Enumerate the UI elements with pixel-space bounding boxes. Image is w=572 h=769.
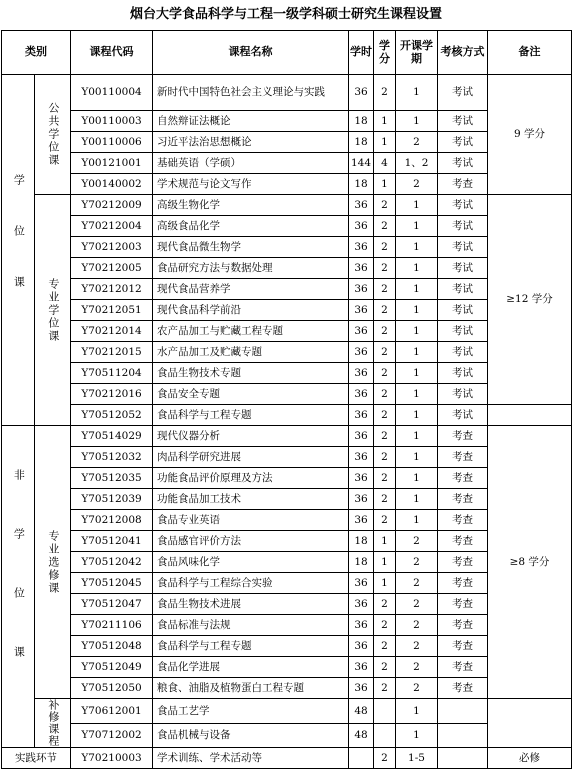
course-code: Y70210003 <box>71 748 153 769</box>
course-credits: 1 <box>374 573 396 594</box>
category-degree-text: 学位课 <box>12 173 26 327</box>
course-name: 食品科学与工程专题 <box>153 636 349 657</box>
course-name: 食品专业英语 <box>153 510 349 531</box>
subcategory-major-elective-text: 专业选修课 <box>46 529 60 595</box>
course-code: Y70512047 <box>71 594 153 615</box>
course-assessment: 考查 <box>438 489 488 510</box>
course-credits: 2 <box>374 300 396 321</box>
course-assessment: 考查 <box>438 510 488 531</box>
course-name: 食品科学与工程综合实验 <box>153 573 349 594</box>
header-row <box>2 31 572 75</box>
course-assessment <box>438 699 488 724</box>
course-credits: 2 <box>374 405 396 426</box>
course-semester: 2 <box>396 594 438 615</box>
course-hours: 36 <box>349 573 374 594</box>
subcategory-major-degree <box>35 195 71 426</box>
course-assessment: 考查 <box>438 447 488 468</box>
course-name: 功能食品评价原理及方法 <box>153 468 349 489</box>
course-semester: 2 <box>396 636 438 657</box>
course-semester: 1 <box>396 237 438 258</box>
course-assessment: 考试 <box>438 153 488 174</box>
course-hours: 18 <box>349 531 374 552</box>
note-practice: 必修 <box>488 748 572 769</box>
note-empty <box>488 405 572 426</box>
course-credits: 2 <box>374 615 396 636</box>
course-name: 食品生物技术专题 <box>153 363 349 384</box>
course-code: Y70712002 <box>71 723 153 748</box>
course-name: 食品机械与设备 <box>153 723 349 748</box>
course-semester: 1、2 <box>396 153 438 174</box>
course-credits: 1 <box>374 174 396 195</box>
course-code: Y70512039 <box>71 489 153 510</box>
course-semester: 1 <box>396 279 438 300</box>
course-semester: 1 <box>396 258 438 279</box>
course-code: Y00121001 <box>71 153 153 174</box>
table-row <box>2 573 572 594</box>
course-semester: 2 <box>396 615 438 636</box>
course-code: Y00140002 <box>71 174 153 195</box>
table-row <box>2 258 572 279</box>
course-hours: 36 <box>349 405 374 426</box>
course-credits: 2 <box>374 748 396 769</box>
course-assessment: 考查 <box>438 468 488 489</box>
table-row <box>2 552 572 573</box>
course-hours <box>349 748 374 769</box>
course-assessment: 考试 <box>438 405 488 426</box>
course-credits: 2 <box>374 489 396 510</box>
course-assessment: 考查 <box>438 174 488 195</box>
course-semester: 1 <box>396 300 438 321</box>
course-assessment: 考试 <box>438 237 488 258</box>
course-assessment: 考试 <box>438 216 488 237</box>
course-code: Y70212008 <box>71 510 153 531</box>
course-code: Y70212004 <box>71 216 153 237</box>
note-major-degree: ≥12 学分 <box>488 195 572 405</box>
course-hours: 36 <box>349 678 374 699</box>
category-degree <box>2 75 35 426</box>
course-code: Y70512041 <box>71 531 153 552</box>
course-semester: 2 <box>396 174 438 195</box>
course-code: Y70212012 <box>71 279 153 300</box>
course-assessment: 考试 <box>438 279 488 300</box>
course-credits: 2 <box>374 510 396 531</box>
course-credits: 2 <box>374 636 396 657</box>
course-name: 学术规范与论文写作 <box>153 174 349 195</box>
course-code: Y70212003 <box>71 237 153 258</box>
course-hours: 48 <box>349 699 374 724</box>
course-credits: 2 <box>374 594 396 615</box>
course-table <box>1 30 572 769</box>
course-credits <box>374 723 396 748</box>
course-assessment: 考查 <box>438 594 488 615</box>
course-semester: 1-5 <box>396 748 438 769</box>
course-semester: 2 <box>396 552 438 573</box>
course-name: 食品生物技术进展 <box>153 594 349 615</box>
table-row <box>2 531 572 552</box>
course-name: 学术训练、学术活动等 <box>153 748 349 769</box>
course-credits: 2 <box>374 216 396 237</box>
table-row <box>2 447 572 468</box>
category-practice: 实践环节 <box>2 748 71 769</box>
course-credits: 1 <box>374 531 396 552</box>
course-assessment: 考试 <box>438 132 488 153</box>
course-assessment: 考试 <box>438 258 488 279</box>
course-semester: 2 <box>396 657 438 678</box>
course-code: Y00110006 <box>71 132 153 153</box>
course-credits: 4 <box>374 153 396 174</box>
note-makeup-empty <box>488 699 572 748</box>
course-hours: 36 <box>349 300 374 321</box>
course-assessment: 考试 <box>438 300 488 321</box>
course-hours: 36 <box>349 363 374 384</box>
category-nondegree <box>2 426 35 748</box>
course-code: Y70211106 <box>71 615 153 636</box>
subcategory-makeup-text: 补修课程 <box>46 699 60 747</box>
course-semester: 2 <box>396 132 438 153</box>
table-row <box>2 111 572 132</box>
course-hours: 36 <box>349 384 374 405</box>
course-assessment: 考查 <box>438 531 488 552</box>
course-semester: 2 <box>396 531 438 552</box>
course-code: Y70212016 <box>71 384 153 405</box>
subcategory-public-degree <box>35 75 71 195</box>
table-row <box>2 153 572 174</box>
course-semester: 1 <box>396 468 438 489</box>
course-assessment: 考试 <box>438 342 488 363</box>
table-row <box>2 342 572 363</box>
course-assessment: 考试 <box>438 363 488 384</box>
table-row <box>2 426 572 447</box>
table-row <box>2 468 572 489</box>
table-row <box>2 195 572 216</box>
course-code: Y70511204 <box>71 363 153 384</box>
course-code: Y70212051 <box>71 300 153 321</box>
course-name: 食品安全专题 <box>153 384 349 405</box>
course-semester: 2 <box>396 678 438 699</box>
table-row <box>2 489 572 510</box>
subcategory-makeup <box>35 699 71 748</box>
course-semester: 1 <box>396 111 438 132</box>
table-row <box>2 636 572 657</box>
course-name: 习近平法治思想概论 <box>153 132 349 153</box>
course-name: 食品标准与法规 <box>153 615 349 636</box>
course-semester: 1 <box>396 699 438 724</box>
table-row <box>2 279 572 300</box>
course-hours: 144 <box>349 153 374 174</box>
course-credits: 2 <box>374 657 396 678</box>
course-name: 食品科学与工程专题 <box>153 405 349 426</box>
course-credits: 1 <box>374 552 396 573</box>
course-code: Y70512050 <box>71 678 153 699</box>
subcategory-major-degree-text: 专业学位课 <box>46 277 60 343</box>
course-hours: 18 <box>349 174 374 195</box>
course-assessment: 考查 <box>438 426 488 447</box>
course-assessment: 考查 <box>438 552 488 573</box>
course-semester: 2 <box>396 573 438 594</box>
table-row <box>2 132 572 153</box>
table-row <box>2 384 572 405</box>
table-row <box>2 615 572 636</box>
course-semester: 1 <box>396 321 438 342</box>
course-code: Y70212005 <box>71 258 153 279</box>
course-name: 现代食品营养学 <box>153 279 349 300</box>
header-category: 类别 <box>2 31 71 75</box>
course-hours: 36 <box>349 594 374 615</box>
table-row <box>2 510 572 531</box>
course-hours: 36 <box>349 342 374 363</box>
category-nondegree-text: 非学位课 <box>12 468 26 705</box>
table-row <box>2 321 572 342</box>
page-title: 烟台大学食品科学与工程一级学科硕士研究生课程设置 <box>129 7 442 22</box>
table-row <box>2 678 572 699</box>
course-hours: 36 <box>349 216 374 237</box>
course-semester: 1 <box>396 195 438 216</box>
course-code: Y70514029 <box>71 426 153 447</box>
course-assessment: 考试 <box>438 111 488 132</box>
subcategory-major-elective <box>35 426 71 699</box>
course-name: 新时代中国特色社会主义理论与实践 <box>153 75 349 111</box>
note-public-degree: 9 学分 <box>488 75 572 195</box>
course-credits: 1 <box>374 132 396 153</box>
header-assessment: 考核方式 <box>438 31 488 75</box>
table-row <box>2 657 572 678</box>
course-hours: 36 <box>349 636 374 657</box>
course-name: 食品感官评价方法 <box>153 531 349 552</box>
table-row <box>2 363 572 384</box>
course-name: 食品工艺学 <box>153 699 349 724</box>
course-hours: 18 <box>349 552 374 573</box>
course-credits: 2 <box>374 258 396 279</box>
course-name: 水产品加工及贮藏专题 <box>153 342 349 363</box>
course-name: 肉品科学研究进展 <box>153 447 349 468</box>
course-code: Y70512032 <box>71 447 153 468</box>
course-hours: 36 <box>349 510 374 531</box>
course-hours: 36 <box>349 237 374 258</box>
header-name: 课程名称 <box>153 31 349 75</box>
course-assessment: 考试 <box>438 195 488 216</box>
course-credits: 1 <box>374 111 396 132</box>
course-assessment: 考查 <box>438 678 488 699</box>
course-semester: 1 <box>396 363 438 384</box>
course-assessment <box>438 723 488 748</box>
course-credits: 2 <box>374 363 396 384</box>
table-row <box>2 75 572 111</box>
course-assessment: 考查 <box>438 636 488 657</box>
course-semester: 1 <box>396 510 438 531</box>
course-hours: 36 <box>349 426 374 447</box>
table-row <box>2 300 572 321</box>
course-code: Y70512035 <box>71 468 153 489</box>
course-name: 功能食品加工技术 <box>153 489 349 510</box>
course-name: 现代仪器分析 <box>153 426 349 447</box>
course-code: Y70612001 <box>71 699 153 724</box>
course-hours: 36 <box>349 489 374 510</box>
course-code: Y00110004 <box>71 75 153 111</box>
course-semester: 1 <box>396 489 438 510</box>
course-semester: 1 <box>396 216 438 237</box>
course-hours: 36 <box>349 195 374 216</box>
header-semester: 开课学期 <box>396 31 438 75</box>
course-code: Y70512052 <box>71 405 153 426</box>
course-semester: 1 <box>396 342 438 363</box>
note-major-elective: ≥8 学分 <box>488 426 572 699</box>
course-semester: 1 <box>396 426 438 447</box>
course-credits <box>374 699 396 724</box>
table-row <box>2 594 572 615</box>
course-hours: 36 <box>349 615 374 636</box>
course-code: Y70212015 <box>71 342 153 363</box>
course-name: 食品研究方法与数据处理 <box>153 258 349 279</box>
subcategory-public-degree-text: 公共学位课 <box>46 102 60 167</box>
course-credits: 2 <box>374 75 396 111</box>
course-hours: 36 <box>349 447 374 468</box>
course-name: 基础英语（学硕） <box>153 153 349 174</box>
course-credits: 2 <box>374 426 396 447</box>
course-credits: 2 <box>374 678 396 699</box>
course-assessment: 考查 <box>438 573 488 594</box>
course-name: 食品风味化学 <box>153 552 349 573</box>
course-semester: 1 <box>396 447 438 468</box>
table-row <box>2 723 572 748</box>
table-row <box>2 174 572 195</box>
course-assessment: 考查 <box>438 657 488 678</box>
course-credits: 2 <box>374 321 396 342</box>
header-code: 课程代码 <box>71 31 153 75</box>
course-hours: 36 <box>349 468 374 489</box>
course-hours: 18 <box>349 132 374 153</box>
course-name: 高级生物化学 <box>153 195 349 216</box>
course-name: 粮食、油脂及植物蛋白工程专题 <box>153 678 349 699</box>
course-code: Y70512048 <box>71 636 153 657</box>
table-row <box>2 699 572 724</box>
course-assessment: 考试 <box>438 384 488 405</box>
table-row <box>2 216 572 237</box>
course-semester: 1 <box>396 75 438 111</box>
course-credits: 2 <box>374 342 396 363</box>
course-semester: 1 <box>396 405 438 426</box>
course-assessment: 考查 <box>438 615 488 636</box>
course-code: Y70512042 <box>71 552 153 573</box>
course-credits: 2 <box>374 468 396 489</box>
course-code: Y00110003 <box>71 111 153 132</box>
course-credits: 2 <box>374 384 396 405</box>
course-credits: 2 <box>374 237 396 258</box>
course-credits: 2 <box>374 279 396 300</box>
course-name: 食品化学进展 <box>153 657 349 678</box>
table-row <box>2 748 572 769</box>
course-assessment: 考试 <box>438 321 488 342</box>
course-code: Y70212009 <box>71 195 153 216</box>
course-credits: 2 <box>374 447 396 468</box>
course-code: Y70512049 <box>71 657 153 678</box>
course-hours: 36 <box>349 258 374 279</box>
course-hours: 36 <box>349 657 374 678</box>
course-code: Y70212014 <box>71 321 153 342</box>
course-credits: 2 <box>374 195 396 216</box>
course-assessment <box>438 748 488 769</box>
course-name: 现代食品微生物学 <box>153 237 349 258</box>
course-hours: 36 <box>349 321 374 342</box>
course-hours: 48 <box>349 723 374 748</box>
course-semester: 1 <box>396 723 438 748</box>
header-notes: 备注 <box>488 31 572 75</box>
course-name: 农产品加工与贮藏工程专题 <box>153 321 349 342</box>
course-name: 自然辩证法概论 <box>153 111 349 132</box>
course-hours: 36 <box>349 279 374 300</box>
header-credits: 学分 <box>374 31 396 75</box>
course-name: 高级食品化学 <box>153 216 349 237</box>
course-assessment: 考试 <box>438 75 488 111</box>
course-hours: 18 <box>349 111 374 132</box>
table-row <box>2 237 572 258</box>
course-semester: 1 <box>396 384 438 405</box>
course-code: Y70512045 <box>71 573 153 594</box>
course-name: 现代食品科学前沿 <box>153 300 349 321</box>
header-hours: 学时 <box>349 31 374 75</box>
table-row <box>2 405 572 426</box>
course-hours: 36 <box>349 75 374 111</box>
